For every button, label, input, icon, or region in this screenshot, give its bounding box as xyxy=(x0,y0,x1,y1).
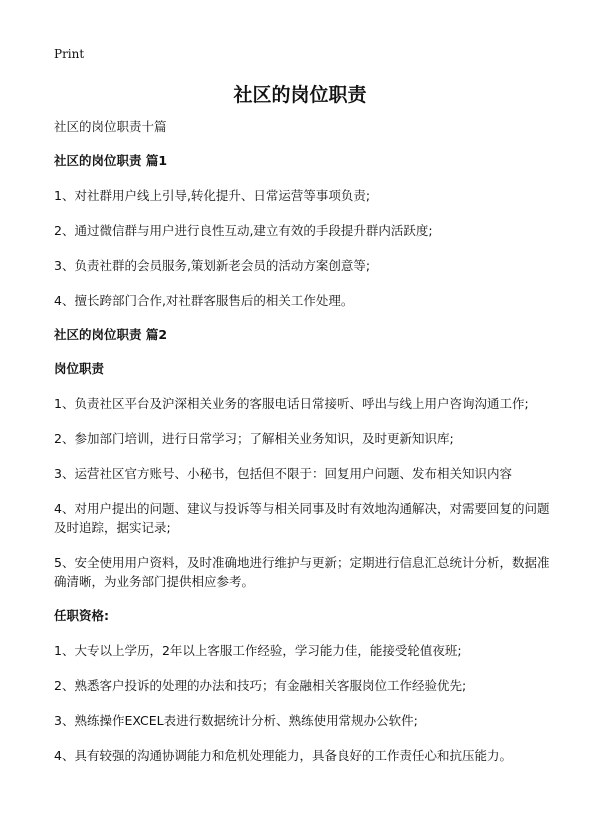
section-heading: 社区的岗位职责 篇2 xyxy=(54,327,168,342)
list-item: 3、负责社群的会员服务,策划新老会员的活动方案创意等; xyxy=(54,258,371,273)
section-heading: 任职资格: xyxy=(54,608,109,623)
list-item: 4、擅长跨部门合作,对社群客服售后的相关工作处理。 xyxy=(54,293,354,308)
document-subtitle: 社区的岗位职责十篇 xyxy=(54,119,167,134)
list-item: 5、安全使用用户资料，及时准确地进行维护与更新；定期进行信息汇总统计分析，数据准确清晰，为业务部门提供相应参考。 xyxy=(54,555,550,589)
document-body xyxy=(54,118,554,781)
print-label: Print xyxy=(54,47,85,61)
section-1 xyxy=(54,152,554,310)
section-2 xyxy=(54,326,554,344)
list-item: 2、熟悉客户投诉的处理的办法和技巧；有金融相关客服岗位工作经验优先; xyxy=(54,678,467,693)
page-title: 社区的岗位职责 xyxy=(233,84,367,106)
list-item: 3、熟练操作EXCEL表进行数据统计分析、熟练使用常规办公软件; xyxy=(54,713,418,728)
section-heading: 社区的岗位职责 篇1 xyxy=(54,153,168,168)
list-item: 4、对用户提出的问题、建议与投诉等与相关同事及时有效地沟通解决，对需要回复的问题及时追踪，据实记录; xyxy=(54,501,550,535)
list-item: 4、具有较强的沟通协调能力和危机处理能力，具备良好的工作责任心和抗压能力。 xyxy=(54,748,512,763)
list-item: 1、负责社区平台及沪深相关业务的客服电话日常接听、呼出与线上用户咨询沟通工作; xyxy=(54,396,529,411)
list-item: 2、参加部门培训，进行日常学习；了解相关业务知识，及时更新知识库; xyxy=(54,431,454,446)
section-qualifications xyxy=(54,607,554,765)
list-item: 3、运营社区官方账号、小秘书，包括但不限于：回复用户问题、发布相关知识内容 xyxy=(54,466,512,481)
list-item: 1、对社群用户线上引导,转化提升、日常运营等事项负责; xyxy=(54,188,371,203)
list-item: 1、大专以上学历，2年以上客服工作经验，学习能力佳，能接受轮值夜班; xyxy=(54,643,462,658)
list-item: 2、通过微信群与用户进行良性互动,建立有效的手段提升群内活跃度; xyxy=(54,223,433,238)
section-heading: 岗位职责 xyxy=(54,361,105,376)
section-responsibilities xyxy=(54,360,554,591)
